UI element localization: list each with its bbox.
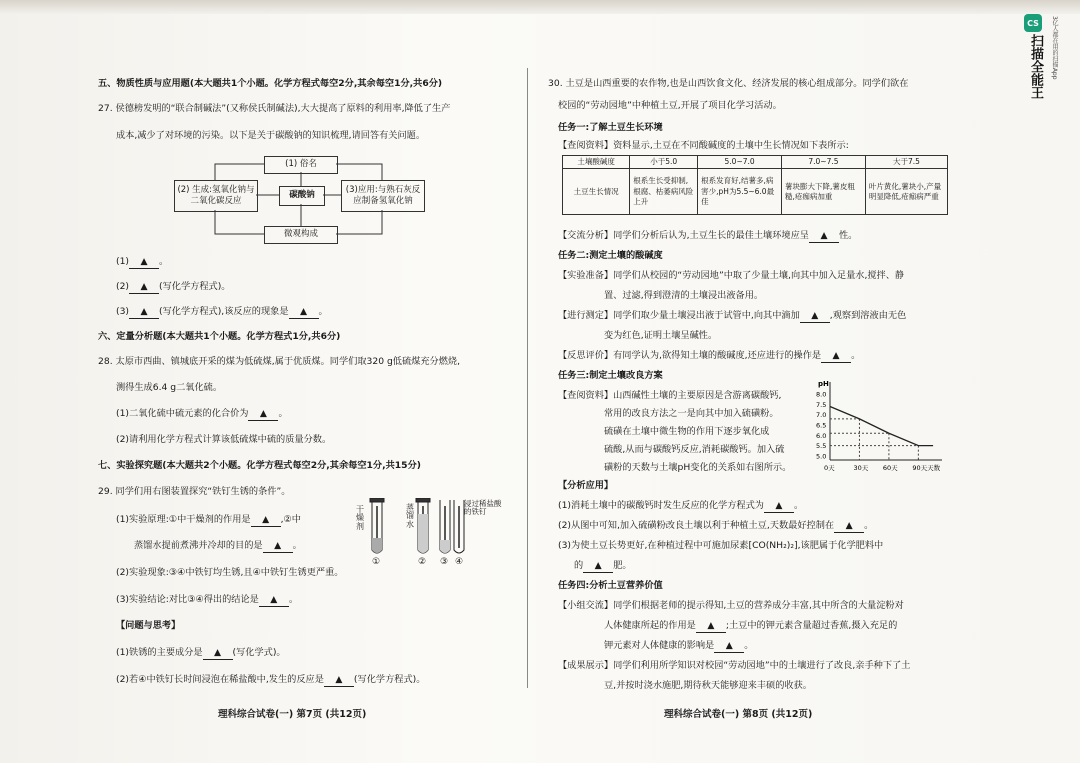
task4-talk-3: 钾元素对人体健康的影响是 ▲ 。	[604, 640, 753, 653]
page-edge	[0, 0, 1080, 14]
task3-info-3: 硫磺在土壤中微生物的作用下逐步氧化成	[604, 426, 770, 437]
diagram-right-box: (3)应用:与熟石灰反应制备氢氧化钠	[341, 180, 425, 212]
q29-answer-2: (2)实验现象:③④中铁钉均生锈,且④中铁钉生锈更严重。	[116, 567, 344, 578]
answer-blank[interactable]: ▲	[263, 540, 293, 553]
q28-answer-2: (2)请利用化学方程式计算该低硫煤中硫的质量分数。	[116, 434, 332, 445]
answer-blank[interactable]: ▲	[129, 256, 159, 269]
task1-title: 任务一:了解土豆生长环境	[558, 122, 663, 133]
task3-answer-1: (1)消耗土壤中的碳酸钙时发生反应的化学方程式为 ▲ 。	[558, 500, 803, 513]
answer-blank[interactable]: ▲	[324, 674, 354, 687]
task3-info-5: 磺粉的天数与土壤pH变化的关系如右图所示。	[604, 462, 792, 473]
q30-line1: 30. 土豆是山西重要的农作物,也是山西饮食文化、经济发展的核心组成部分。同学们欲在	[548, 78, 909, 89]
x-tick-label: 30天	[853, 464, 869, 472]
y-tick-label: 6.0	[816, 431, 827, 440]
q28-line2: 测得生成6.4 g二氧化硫。	[116, 382, 223, 393]
section-6-title: 六、定量分析题(本大题共1个小题。化学方程式1分,共6分)	[98, 331, 341, 342]
y-axis-label: pH	[818, 380, 829, 388]
q28-line1: 28. 太原市西曲、镇城底开采的煤为低硫煤,属于优质煤。同学们取320 g低硫煤充分燃烧,	[98, 356, 461, 367]
answer-blank[interactable]: ▲	[821, 350, 851, 363]
task3-answer-3: (3)为使土豆长势更好,在种植过程中可施加尿素[CO(NH₂)₂],该肥属于化学肥料中	[558, 540, 884, 551]
table-cell: 叶片黄化,薯块小,产量明显降低,疮痂病严重	[865, 169, 947, 215]
task2-prep-1: 【实验准备】同学们从校园的“劳动园地”中取了少量土壤,向其中加入足量水,搅拌、静	[558, 270, 905, 281]
x-tick-label: 60天	[882, 464, 898, 472]
q27-line2: 成本,减少了对环境的污染。以下是关于碳酸钠的知识梳理,请回答有关问题。	[116, 130, 426, 141]
diagram-left-box: (2) 生成:氢氧化钠与二氧化碳反应	[174, 180, 258, 212]
y-tick-label: 6.5	[816, 421, 827, 430]
table-row-label: 土豆生长情况	[563, 169, 630, 215]
y-tick-label: 7.0	[816, 411, 827, 420]
answer-blank[interactable]: ▲	[259, 594, 289, 607]
camscanner-logo	[1024, 14, 1068, 114]
task2-prep-2: 置、过滤,得到澄清的土壤浸出液备用。	[604, 290, 764, 301]
distilled-water-label: 蒸馏水	[406, 503, 414, 529]
q30-line2: 校园的“劳动园地”中种植土豆,开展了项目化学习活动。	[558, 100, 782, 111]
diagram-bottom-box: 微观构成	[264, 226, 338, 244]
tube-num-3: ③	[440, 557, 449, 567]
answer-blank[interactable]: ▲	[289, 306, 319, 319]
page-footer-right: 理科综合试卷(一) 第8页 (共12页)	[664, 709, 813, 720]
task4-talk-2: 人体健康所起的作用是 ▲ ;土豆中的钾元素含量超过香蕉,摄入充足的	[604, 620, 897, 633]
task1-analysis: 【交流分析】同学们分析后认为,土豆生长的最佳土壤环境应呈 ▲ 性。	[558, 230, 857, 243]
page-footer-left: 理科综合试卷(一) 第7页 (共12页)	[218, 709, 367, 720]
diagram-connectors	[174, 156, 424, 246]
diagram-center-box: 碳酸钠	[279, 186, 325, 206]
answer-blank[interactable]: ▲	[809, 230, 839, 243]
x-tick-label: 0天	[824, 464, 835, 472]
section-5-title: 五、物质性质与应用题(本大题共1个小题。化学方程式每空2分,其余每空1分,共6分)	[98, 78, 443, 89]
ph-chart	[806, 374, 946, 484]
answer-blank[interactable]: ▲	[834, 520, 864, 533]
q29-think-2: (2)若④中铁钉长时间浸泡在稀盐酸中,发生的反应是 ▲ (写化学方程式)。	[116, 674, 425, 687]
cs-badge-icon: CS	[1024, 14, 1042, 32]
x-tick-label: 天数	[927, 464, 941, 472]
answer-blank[interactable]: ▲	[129, 281, 159, 294]
tube-num-2: ②	[418, 557, 427, 567]
q28-answer-1: (1)二氧化硫中硫元素的化合价为 ▲ 。	[116, 408, 288, 421]
table-header-cell: 5.0~7.0	[698, 156, 782, 169]
answer-blank[interactable]: ▲	[203, 647, 233, 660]
answer-blank[interactable]: ▲	[248, 408, 278, 421]
task3-info-1: 【查阅资料】山西碱性土壤的主要原因是含游离碳酸钙,	[558, 390, 782, 401]
task3-apply: 【分析应用】	[558, 480, 614, 491]
task1-info: 【查阅资料】资料显示,土豆在不同酸碱度的土壤中生长情况如下表所示:	[558, 140, 849, 151]
column-divider	[527, 68, 528, 688]
task3-answer-2: (2)从图中可知,加入硫磺粉改良土壤以利于种植土豆,天数最好控制在 ▲ 。	[558, 520, 873, 533]
tube-num-1: ①	[372, 557, 381, 567]
q29-think-title: 【问题与思考】	[116, 620, 181, 631]
table-cell: 根系发育好,结薯多,病害少,pH为5.5~6.0最佳	[698, 169, 782, 215]
answer-blank[interactable]: ▲	[251, 514, 281, 527]
y-tick-label: 5.0	[816, 452, 827, 461]
task3-info-2: 常用的改良方法之一是向其中加入硫磺粉。	[604, 408, 779, 419]
answer-blank[interactable]: ▲	[129, 306, 159, 319]
diagram-top-box: (1) 俗名	[264, 156, 338, 174]
y-tick-label: 5.5	[816, 442, 827, 451]
table-cell: 根系生长受抑制,根腐、枯萎病风险上升	[630, 169, 698, 215]
q27-answer-3: (3) ▲ (写化学方程式),该反应的现象是 ▲ 。	[116, 306, 328, 319]
table-header-cell: 土壤酸碱度	[563, 156, 630, 169]
test-tube-apparatus	[356, 498, 516, 568]
table-header-cell: 大于7.5	[865, 156, 947, 169]
task2-reflect: 【反思评价】有同学认为,欲得知土壤的酸碱度,还应进行的操作是 ▲ 。	[558, 350, 860, 363]
task3-title: 任务三:制定土壤改良方案	[558, 370, 663, 381]
y-tick-label: 7.5	[816, 400, 827, 409]
q29-line1: 29. 同学们用右图装置探究“铁钉生锈的条件”。	[98, 486, 291, 497]
task4-show-2: 豆,并按时浇水施肥,期待秋天能够迎来丰硕的收获。	[604, 680, 812, 691]
x-tick-label: 90天	[912, 464, 928, 472]
logo-title: 扫描全能王	[1028, 34, 1043, 99]
task3-answer-3-line2: 的 ▲ 肥。	[574, 560, 632, 573]
potato-growth-table	[562, 155, 948, 215]
task4-talk-1: 【小组交流】同学们根据老师的提示得知,土豆的营养成分丰富,其中所含的大量淀粉对	[558, 600, 904, 611]
tube-num-4: ④	[455, 557, 464, 567]
logo-subtitle: 3亿人都在用的扫描App	[1051, 16, 1058, 80]
answer-blank[interactable]: ▲	[764, 500, 794, 513]
answer-blank[interactable]: ▲	[583, 560, 613, 573]
acid-nail-label: 浸过稀盐酸的铁钉	[464, 499, 502, 517]
desiccant-label: 干燥剂	[356, 505, 364, 531]
table-row	[563, 156, 948, 169]
task2-do-1: 【进行测定】同学们取少量土壤浸出液于试管中,向其中滴加 ▲ ,观察到溶液由无色	[558, 310, 906, 323]
q29-answer-3: (3)实验结论:对比③④得出的结论是 ▲ 。	[116, 594, 298, 607]
task2-title: 任务二:测定土壤的酸碱度	[558, 250, 663, 261]
y-tick-label: 8.0	[816, 390, 827, 399]
q27-answer-1: (1) ▲ 。	[116, 256, 168, 269]
table-header-cell: 7.0~7.5	[782, 156, 866, 169]
answer-blank[interactable]: ▲	[696, 620, 726, 633]
task4-show-1: 【成果展示】同学们利用所学知识对校园“劳动园地”中的土壤进行了改良,亲手种下了土	[558, 660, 911, 671]
q27-answer-2: (2) ▲ (写化学方程式)。	[116, 281, 231, 294]
q29-answer-1: (1)实验原理:①中干燥剂的作用是 ▲ ,②中	[116, 514, 301, 527]
table-row	[563, 169, 948, 215]
table-header-cell: 小于5.0	[630, 156, 698, 169]
q29-think-1: (1)铁锈的主要成分是 ▲ (写化学式)。	[116, 647, 286, 660]
table-cell: 薯块膨大下降,薯皮粗糙,疮痂病加重	[782, 169, 866, 215]
answer-blank[interactable]: ▲	[714, 640, 744, 653]
q29-answer-1-line2: 蒸馏水提前煮沸并冷却的目的是 ▲ 。	[134, 540, 302, 553]
sodium-carbonate-diagram	[174, 156, 424, 246]
task4-title: 任务四:分析土豆营养价值	[558, 580, 663, 591]
q27-line1: 27. 侯德榜发明的“联合制碱法”(又称侯氏制碱法),大大提高了原料的利用率,降低了生产	[98, 103, 451, 114]
ph-curve	[830, 407, 933, 446]
answer-blank[interactable]: ▲	[800, 310, 830, 323]
task2-do-2: 变为红色,证明土壤呈碱性。	[604, 330, 718, 341]
task3-info-4: 硫酸,从而与碳酸钙反应,消耗碳酸钙。加入硫	[604, 444, 785, 455]
section-7-title: 七、实验探究题(本大题共2个小题。化学方程式每空2分,其余每空1分,共15分)	[98, 460, 421, 471]
